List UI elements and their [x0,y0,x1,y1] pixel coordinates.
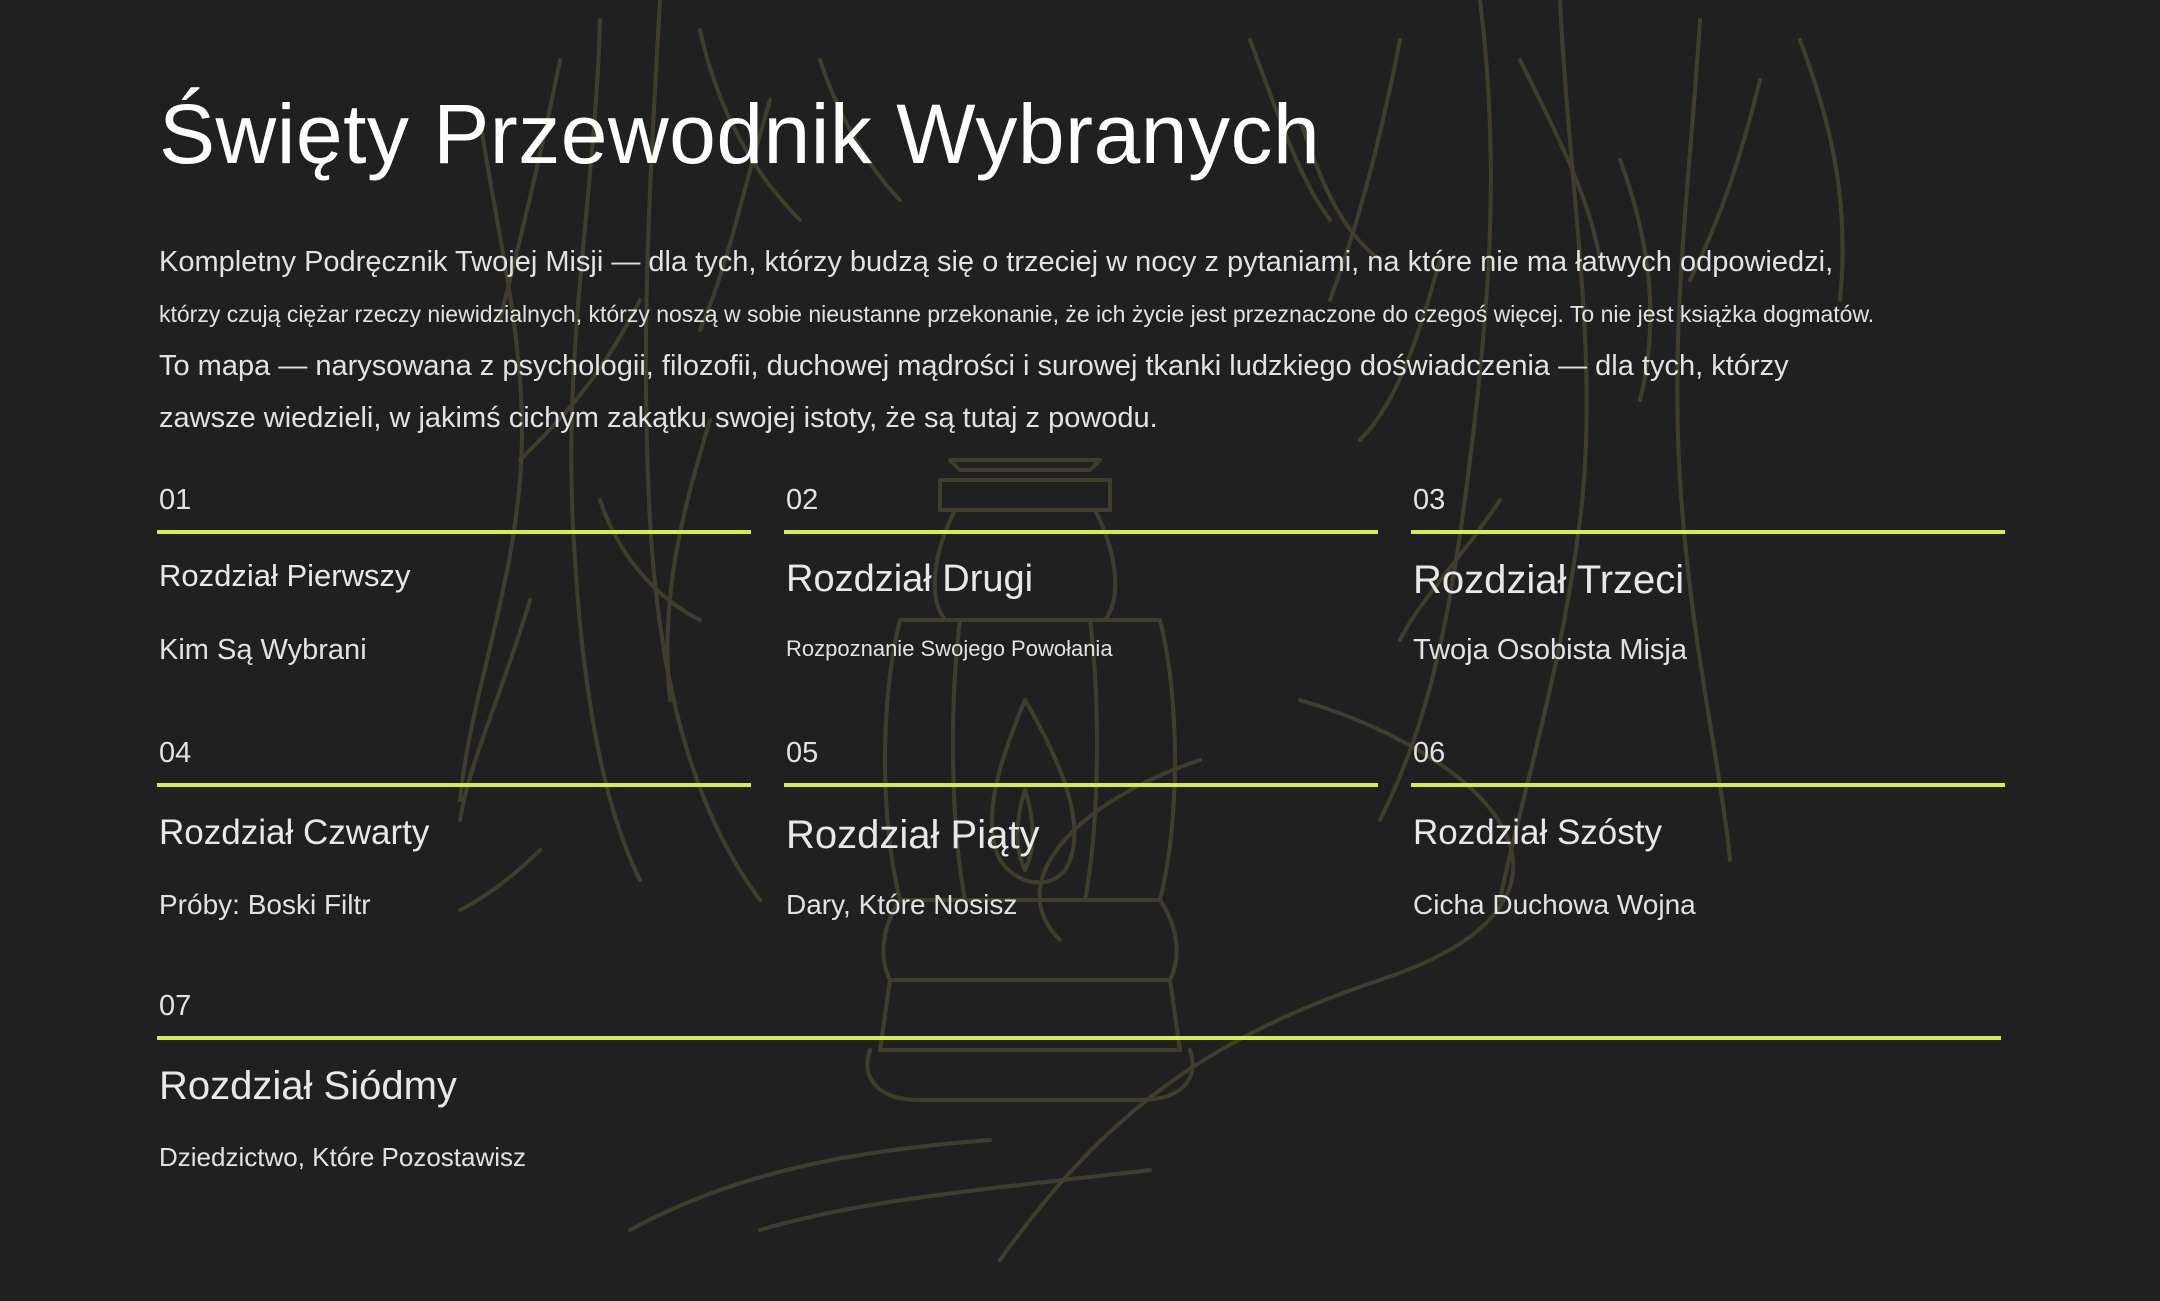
chapter-title: Rozdział Drugi [786,558,1034,600]
chapter-title: Rozdział Pierwszy [159,558,411,593]
chapter-subtitle: Kim Są Wybrani [159,634,367,666]
chapter-title: Rozdział Czwarty [159,813,430,852]
chapter-number: 01 [159,484,192,516]
page-title: Święty Przewodnik Wybranych [159,87,1321,181]
chapter-title: Rozdział Siódmy [159,1064,457,1108]
chapter-number: 06 [1413,737,1446,769]
chapter-subtitle: Dary, Które Nosisz [786,889,1018,920]
chapter-title: Rozdział Piąty [786,813,1040,857]
chapter-divider [784,530,1378,534]
chapter-number: 04 [159,737,192,769]
chapter-subtitle: Rozpoznanie Swojego Powołania [786,636,1113,661]
chapter-number: 07 [159,990,192,1022]
chapter-divider [157,783,751,787]
intro-line-3: To mapa — narysowana z psychologii, filozofii, duchowej mądrości i surowej tkanki ludzkiego doświadczenia — dla tych, którzy [159,350,1789,382]
chapter-subtitle: Twoja Osobista Misja [1413,634,1687,666]
chapter-title: Rozdział Szósty [1413,813,1662,852]
chapter-subtitle: Próby: Boski Filtr [159,889,371,920]
chapter-divider [157,530,751,534]
chapter-divider [784,783,1378,787]
chapter-subtitle: Dziedzictwo, Które Pozostawisz [159,1142,527,1172]
chapter-title: Rozdział Trzeci [1413,558,1685,602]
intro-line-1: Kompletny Podręcznik Twojej Misji — dla tych, którzy budzą się o trzeciej w nocy z pytaniami, na które nie ma łatwych odpowiedzi, [159,246,1834,278]
chapter-divider [157,1036,2001,1040]
intro-line-2: którzy czują ciężar rzeczy niewidzialnych, którzy noszą w sobie nieustanne przekonanie, że ich życie jest przeznaczone do czegoś więcej. To nie jest książka dogmatów. [159,301,1875,327]
chapter-number: 05 [786,737,819,769]
chapter-divider [1411,783,2005,787]
chapter-number: 02 [786,484,819,516]
chapter-number: 03 [1413,484,1446,516]
intro-line-4: zawsze wiedzieli, w jakimś cichym zakątku swojej istoty, że są tutaj z powodu. [159,402,1158,434]
chapter-divider [1411,530,2005,534]
chapter-subtitle: Cicha Duchowa Wojna [1413,889,1696,920]
